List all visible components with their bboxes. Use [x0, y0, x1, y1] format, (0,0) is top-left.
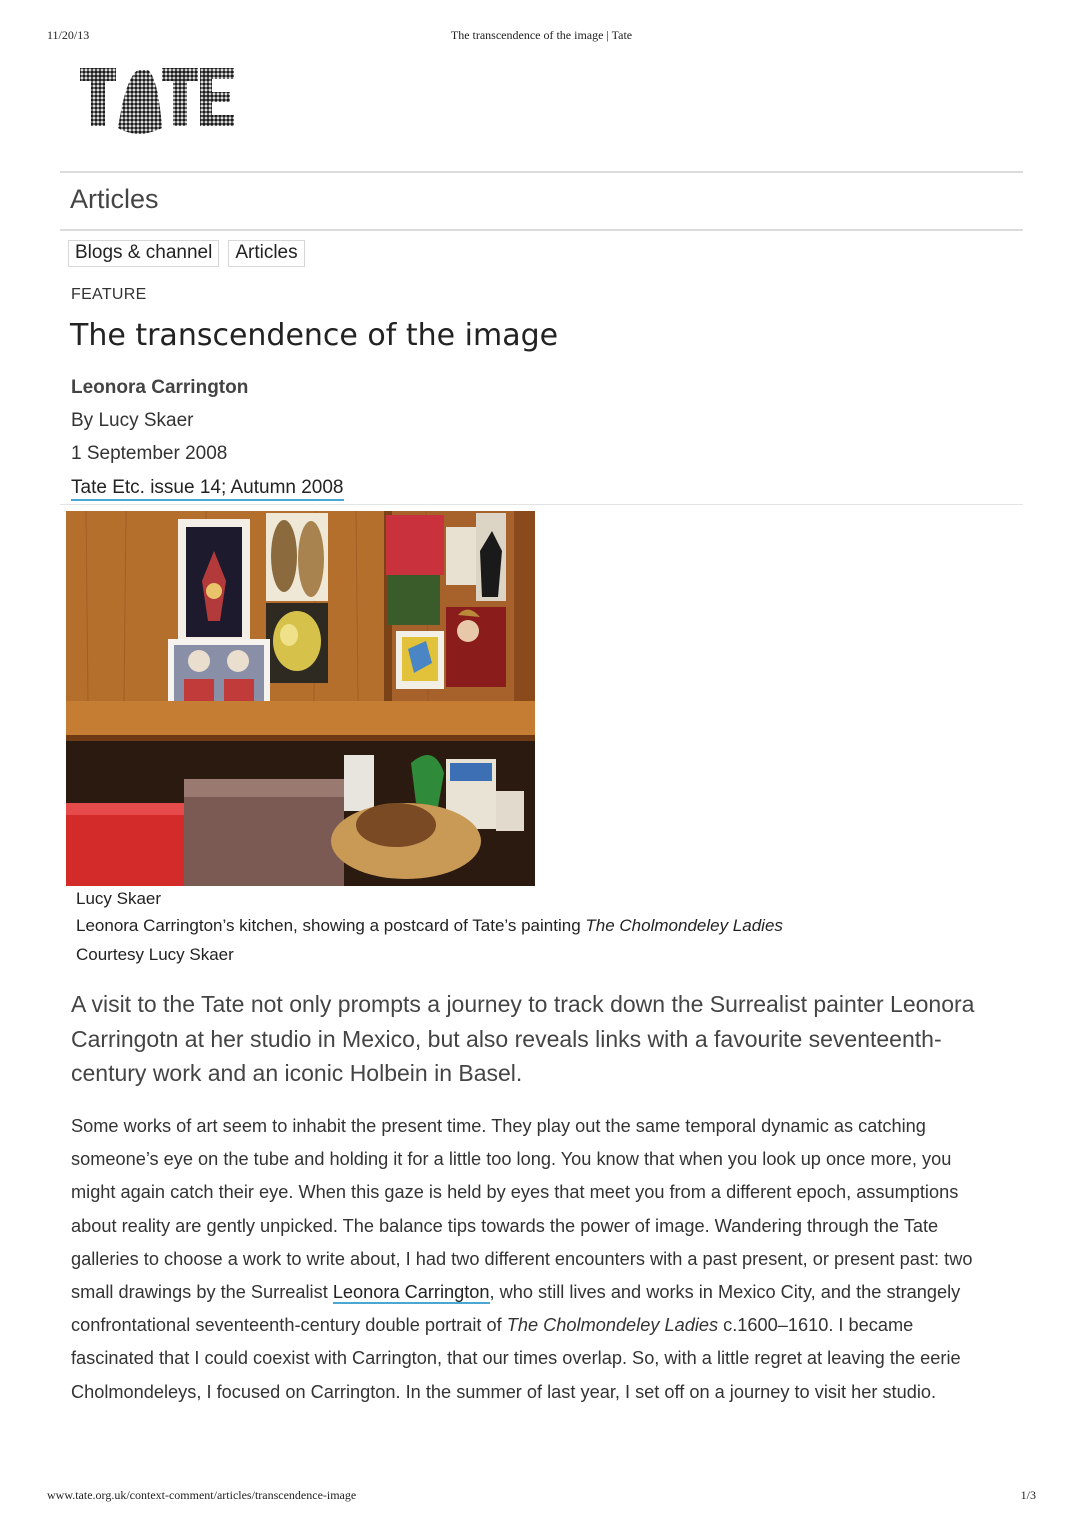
print-page-number: 1/3 [1020, 1488, 1036, 1502]
print-title: The transcendence of the image | Tate [450, 28, 633, 42]
breadcrumb-articles[interactable]: Articles [228, 240, 304, 267]
breadcrumb-blogs-channel[interactable]: Blogs & channel [68, 240, 219, 267]
article-kicker: FEATURE [71, 286, 147, 303]
print-date: 11/20/13 [47, 28, 90, 42]
photo-caption-text: Leonora Carrington’s kitchen, showing a postcard of Tate’s painting [76, 916, 586, 935]
photo-caption-title: The Cholmondeley Ladies [585, 916, 783, 935]
tate-logo[interactable] [78, 62, 238, 134]
kitchen-photo-illustration [66, 511, 535, 886]
print-url: www.tate.org.uk/context-comment/articles/transcendence-image [47, 1488, 357, 1502]
article-body-paragraph [71, 1110, 996, 1409]
article-standfirst: A visit to the Tate not only prompts a journey to track down the Surrealist painter Leonora Carringotn at her studio in Mexico, but also reveals links with a favourite seventeenth-century work and an iconic Holbein in Basel. [71, 991, 975, 1086]
meta-divider [60, 504, 1023, 505]
body-text-part-2: , who still lives and works in Mexico City, and the strangely confrontational seventeenth-century double portrait of [71, 1282, 961, 1336]
page-title: The transcendence of the image [70, 318, 559, 353]
body-text-part-3: c.1600–1610. I became fascinated that I could coexist with Carrington, that our times overlap. So, with a little regret at leaving the eerie Cholmondeleys, I focused on Carrington. In the summer of last year, I set off on a journey to visit her studio. [71, 1315, 961, 1402]
breadcrumb [68, 240, 314, 266]
print-header [47, 28, 1036, 44]
section-title: Articles [70, 184, 159, 214]
body-text-part-1: Some works of art seem to inhabit the present time. They play out the same temporal dynamic as catching someone’s eye on the tube and holding it for a little too long. You know that when you look up once more, you might again catch their eye. When this gaze is held by eyes that meet you from a different epoch, assumptions about reality are gently unpicked. The balance tips towards the power of image. Wandering through the Tate galleries to choose a work to write about, I had two different encounters with a past present, or present past: two small drawings by the Surrealist [71, 1116, 973, 1303]
article-photo [66, 511, 535, 886]
print-footer [47, 1488, 1036, 1504]
leonora-carrington-link[interactable]: Leonora Carrington [332, 1282, 490, 1303]
photo-caption [76, 916, 783, 936]
photo-credit: Lucy Skaer [76, 889, 162, 908]
issue-link[interactable]: Tate Etc. issue 14; Autumn 2008 [71, 477, 344, 501]
photo-courtesy: Courtesy Lucy Skaer [76, 945, 234, 964]
body-italic-title: The Cholmondeley Ladies [506, 1315, 719, 1336]
article-subject: Leonora Carrington [71, 377, 249, 398]
article-author: By Lucy Skaer [71, 410, 194, 431]
section-divider [60, 229, 1023, 231]
article-date: 1 September 2008 [71, 443, 228, 464]
tate-logo-icon [78, 62, 238, 134]
header-divider [60, 171, 1023, 173]
